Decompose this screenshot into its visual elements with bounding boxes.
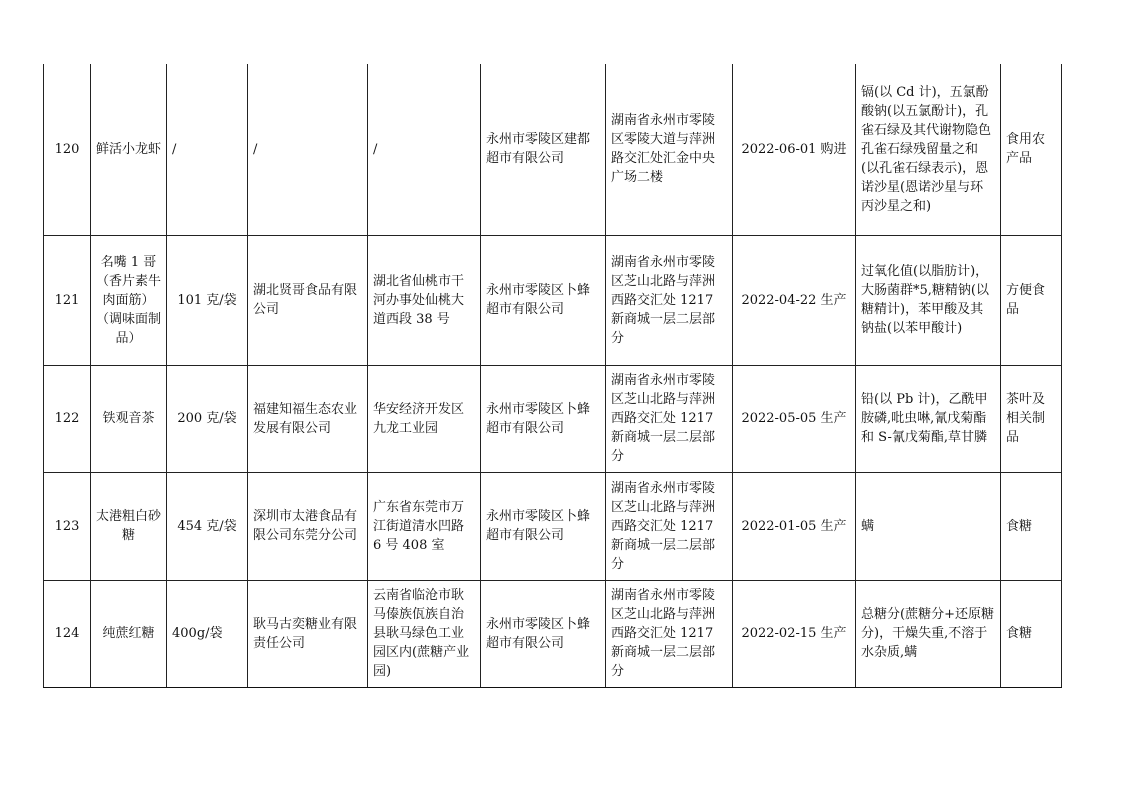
row-number: 120: [44, 64, 91, 235]
manufacturer-address: 广东省东莞市万江街道清水凹路 6 号 408 室: [368, 472, 481, 580]
food-category: 食糖: [1001, 472, 1062, 580]
date: 2022-05-05 生产: [733, 365, 856, 472]
row-number: 121: [44, 235, 91, 365]
manufacturer: /: [248, 64, 368, 235]
test-items: 过氧化值(以脂肪计)，大肠菌群*5,糖精钠(以糖精计)，苯甲酸及其钠盐(以苯甲酸计): [856, 235, 1001, 365]
specification: 400g/袋: [167, 580, 248, 687]
product-name: 铁观音茶: [91, 365, 167, 472]
product-name: 纯蔗红糖: [91, 580, 167, 687]
seller: 永州市零陵区卜蜂超市有限公司: [481, 472, 606, 580]
seller-address: 湖南省永州市零陵区芝山北路与萍洲西路交汇处 1217 新商城一层二层部分: [606, 580, 733, 687]
product-name: 太港粗白砂糖: [91, 472, 167, 580]
food-category: 食糖: [1001, 580, 1062, 687]
test-items: 铅(以 Pb 计)，乙酰甲胺磷,吡虫啉,氰戊菊酯和 S-氰戊菊酯,草甘膦: [856, 365, 1001, 472]
food-category: 茶叶及相关制品: [1001, 365, 1062, 472]
seller: 永州市零陵区建都超市有限公司: [481, 64, 606, 235]
seller: 永州市零陵区卜蜂超市有限公司: [481, 365, 606, 472]
table-row: [44, 64, 1062, 235]
table-row: [44, 235, 1062, 365]
food-category: 食用农产品: [1001, 64, 1062, 235]
manufacturer: 深圳市太港食品有限公司东莞分公司: [248, 472, 368, 580]
seller: 永州市零陵区卜蜂超市有限公司: [481, 580, 606, 687]
specification: 454 克/袋: [167, 472, 248, 580]
test-items: 镉(以 Cd 计)，五氯酚酸钠(以五氯酚计)，孔雀石绿及其代谢物隐色孔雀石绿残留量之和(以孔雀石绿表示)，恩诺沙星(恩诺沙星与环丙沙星之和): [856, 64, 1001, 235]
product-name: 名嘴 1 哥（香片素牛肉面筋）（调味面制品）: [91, 235, 167, 365]
manufacturer-address: 湖北省仙桃市干河办事处仙桃大道西段 38 号: [368, 235, 481, 365]
sampling-results-table: [43, 64, 1062, 688]
date: 2022-06-01 购进: [733, 64, 856, 235]
manufacturer: 福建知福生态农业发展有限公司: [248, 365, 368, 472]
specification: /: [167, 64, 248, 235]
seller-address: 湖南省永州市零陵区芝山北路与萍洲西路交汇处 1217 新商城一层二层部分: [606, 472, 733, 580]
row-number: 124: [44, 580, 91, 687]
table-row: [44, 365, 1062, 472]
date: 2022-01-05 生产: [733, 472, 856, 580]
food-category: 方便食品: [1001, 235, 1062, 365]
specification: 101 克/袋: [167, 235, 248, 365]
seller-address: 湖南省永州市零陵区零陵大道与萍洲路交汇处汇金中央广场二楼: [606, 64, 733, 235]
manufacturer-address: 云南省临沧市耿马傣族佤族自治县耿马绿色工业园区内(蔗糖产业园): [368, 580, 481, 687]
product-name: 鲜活小龙虾: [91, 64, 167, 235]
manufacturer-address: 华安经济开发区九龙工业园: [368, 365, 481, 472]
manufacturer: 耿马古奕糖业有限责任公司: [248, 580, 368, 687]
row-number: 123: [44, 472, 91, 580]
table-row: [44, 472, 1062, 580]
row-number: 122: [44, 365, 91, 472]
test-items: 总糖分(蔗糖分+还原糖分)，干燥失重,不溶于水杂质,螨: [856, 580, 1001, 687]
date: 2022-02-15 生产: [733, 580, 856, 687]
manufacturer-address: /: [368, 64, 481, 235]
seller-address: 湖南省永州市零陵区芝山北路与萍洲西路交汇处 1217 新商城一层二层部分: [606, 365, 733, 472]
seller: 永州市零陵区卜蜂超市有限公司: [481, 235, 606, 365]
seller-address: 湖南省永州市零陵区芝山北路与萍洲西路交汇处 1217 新商城一层二层部分: [606, 235, 733, 365]
test-items: 螨: [856, 472, 1001, 580]
manufacturer: 湖北贤哥食品有限公司: [248, 235, 368, 365]
date: 2022-04-22 生产: [733, 235, 856, 365]
table-row: [44, 580, 1062, 687]
specification: 200 克/袋: [167, 365, 248, 472]
